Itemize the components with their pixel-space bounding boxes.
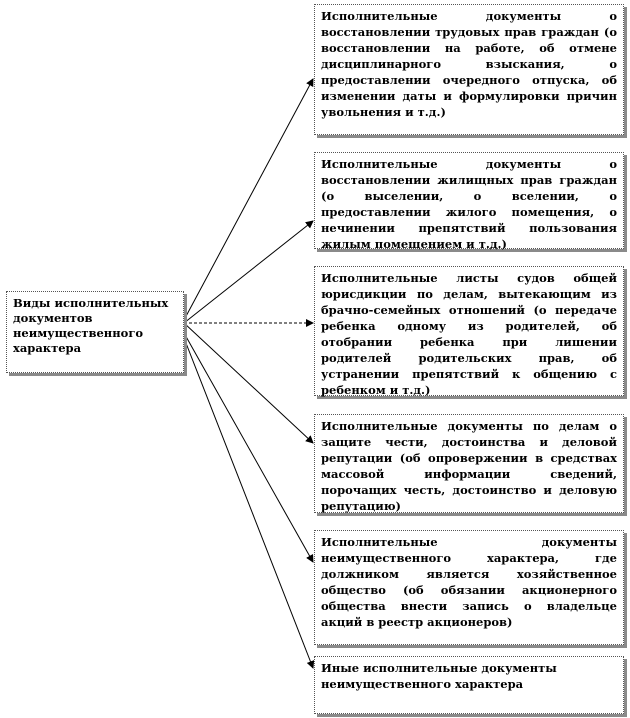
item-node-text: Исполнительные документы по делам о защите чести, достоинства и деловой репутации (об опровержении в средствах массовой информации сведений, порочащих честь, достоинство и деловую репутацию) [321, 419, 617, 513]
arrow-to-item-6 [184, 338, 313, 668]
arrow-to-item-5 [184, 333, 313, 562]
item-node-text: Исполнительные листы судов общей юрисдикции по делам, вытекающим из брачно-семейных отношений (о передаче ребенка одному из родителей, об отобрании ребенка при лишении родителей родительских прав, об устранении препятствий к общению с ребенком и т.д.) [321, 271, 617, 397]
item-node-housing-rights [314, 152, 624, 249]
item-node-other [314, 656, 624, 714]
item-node-business-company [314, 530, 624, 645]
arrow-to-item-2 [184, 221, 313, 323]
arrow-to-item-4 [184, 323, 313, 443]
item-node-text: Исполнительные документы неимущественного характера, где должником является хозяйственное общество (об обязании акционерного общества внести запись о владельце акций в реестр акционеров) [321, 535, 617, 629]
item-node-family-relations [314, 266, 624, 396]
item-node-honor-dignity [314, 414, 624, 513]
root-node [6, 291, 184, 373]
item-node-text: Исполнительные документы о восстановлении жилищных прав граждан (о выселении, о вселении, о предоставлении жилого помещения, о нечинении препятствий пользования жилым помещением и т.д.) [321, 157, 617, 251]
item-node-text: Иные исполнительные документы неимущественного характера [321, 661, 557, 691]
item-node-labor-rights [314, 4, 624, 135]
root-node-label: Виды исполнительных документов неимущественного характера [13, 296, 169, 355]
arrow-to-item-1 [184, 79, 313, 320]
item-node-text: Исполнительные документы о восстановлении трудовых прав граждан (о восстановлении на работе, об отмене дисциплинарного взыскания, о предоставлении очередного отпуска, об изменении даты и формулировки причин увольнения и т.д.) [321, 9, 617, 119]
